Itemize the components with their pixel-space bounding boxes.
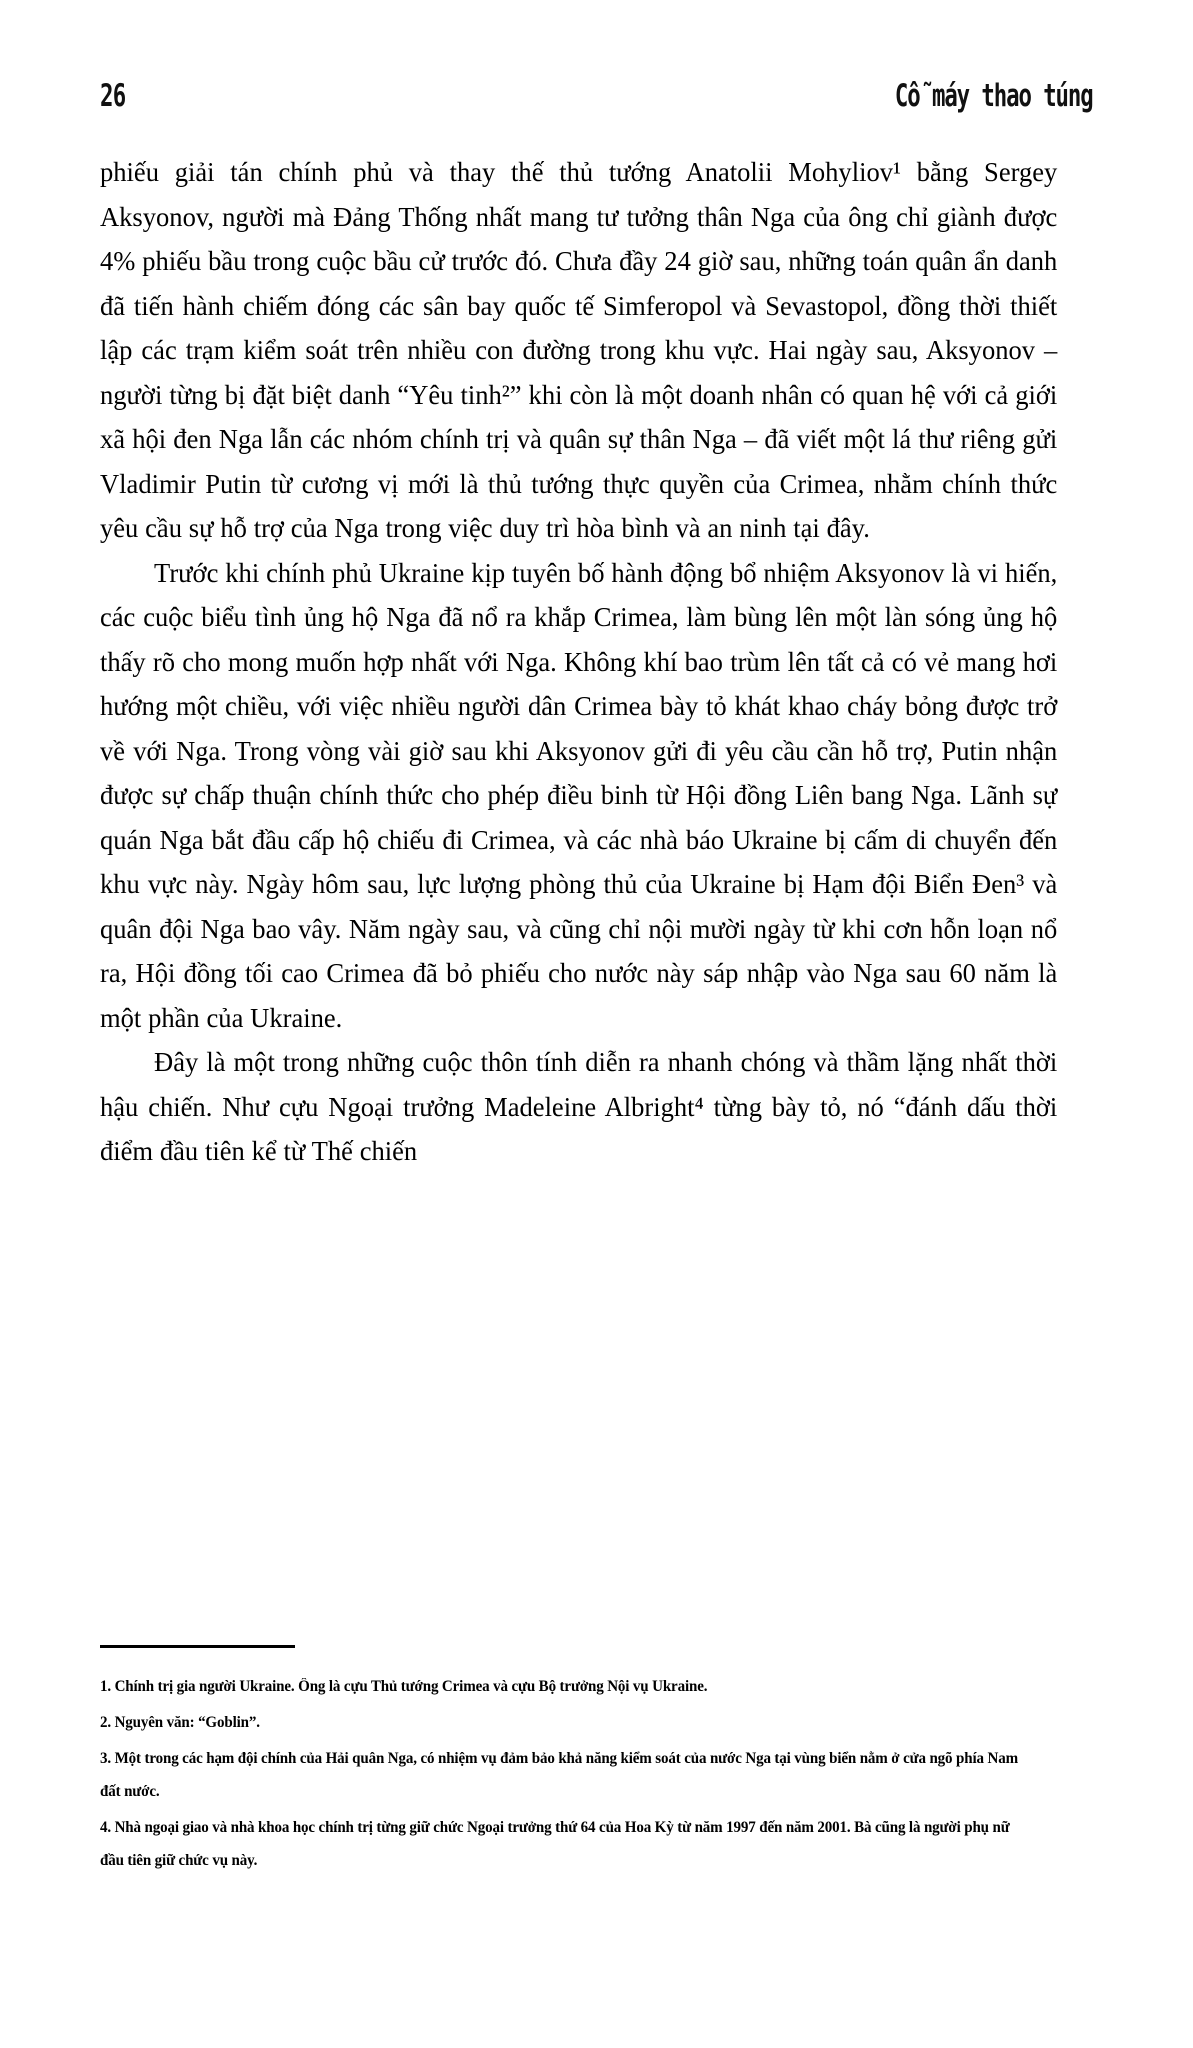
running-head [100, 62, 1093, 112]
footnote-section [100, 1645, 1060, 1880]
footnote-item: 4. Nhà ngoại giao và nhà khoa học chính trị từng giữ chức Ngoại trưởng thứ 64 của Hoa Kỳ từ năm 1997 đến năm 2001. Bà cũng là người phụ nữ đầu tiên giữ chức vụ này. [100, 1819, 1010, 1869]
footnote-item: 3. Một trong các hạm đội chính của Hải quân Nga, có nhiệm vụ đảm bảo khả năng kiểm soát của nước Nga tại vùng biển nằm ở cửa ngõ phía Nam đất nước. [100, 1750, 1018, 1800]
paragraph: phiếu giải tán chính phủ và thay thế thủ tướng Anatolii Mohyliov¹ bằng Sergey Aksyonov, người mà Đảng Thống nhất mang tư tưởng thân Nga của ông chỉ giành được 4% phiếu bầu trong cuộc bầu cử trước đó. Chưa đầy 24 giờ sau, những toán quân ẩn danh đã tiến hành chiếm đóng các sân bay quốc tế Simferopol và Sevastopol, đồng thời thiết lập các trạm kiểm soát trên nhiều con đường trong khu vực. Hai ngày sau, Aksyonov – người từng bị đặt biệt danh “Yêu tinh²” khi còn là một doanh nhân có quan hệ với cả giới xã hội đen Nga lẫn các nhóm chính trị và quân sự thân Nga – đã viết một lá thư riêng gửi Vladimir Putin từ cương vị mới là thủ tướng thực quyền của Crimea, nhằm chính thức yêu cầu sự hỗ trợ của Nga trong việc duy trì hòa bình và an ninh tại đây. [100, 156, 1058, 543]
footnote-item: 1. Chính trị gia người Ukraine. Ông là cựu Thủ tướng Crimea và cựu Bộ trưởng Nội vụ Ukraine. [100, 1678, 708, 1695]
body-text [100, 150, 1092, 1174]
paragraph: Đây là một trong những cuộc thôn tính diễn ra nhanh chóng và thầm lặng nhất thời hậu chiến. Như cựu Ngoại trưởng Madeleine Albright⁴ từng bày tỏ, nó “đánh dấu thời điểm đầu tiên kể từ Thế chiến [100, 1046, 1058, 1166]
paragraph: Trước khi chính phủ Ukraine kịp tuyên bố hành động bổ nhiệm Aksyonov là vi hiến, các cuộc biểu tình ủng hộ Nga đã nổ ra khắp Crimea, làm bùng lên một làn sóng ủng hộ thấy rõ cho mong muốn hợp nhất với Nga. Không khí bao trùm lên tất cả có vẻ mang hơi hướng một chiều, với việc nhiều người dân Crimea bày tỏ khát khao cháy bỏng được trở về với Nga. Trong vòng vài giờ sau khi Aksyonov gửi đi yêu cầu cần hỗ trợ, Putin nhận được sự chấp thuận chính thức cho phép điều binh từ Hội đồng Liên bang Nga. Lãnh sự quán Nga bắt đầu cấp hộ chiếu đi Crimea, và các nhà báo Ukraine bị cấm di chuyển đến khu vực này. Ngày hôm sau, lực lượng phòng thủ của Ukraine bị Hạm đội Biển Đen³ và quân đội Nga bao vây. Năm ngày sau, và cũng chỉ nội mười ngày từ khi cơn hỗn loạn nổ ra, Hội đồng tối cao Crimea đã bỏ phiếu cho nước này sáp nhập vào Nga sau 60 năm là một phần của Ukraine. [100, 556, 1058, 1033]
page-number: 26 [100, 78, 126, 114]
book-title: Cỗ máy thao túng [895, 78, 1093, 114]
footnote-item: 2. Nguyên văn: “Goblin”. [100, 1714, 260, 1731]
footnote-separator-rule [100, 1645, 295, 1648]
